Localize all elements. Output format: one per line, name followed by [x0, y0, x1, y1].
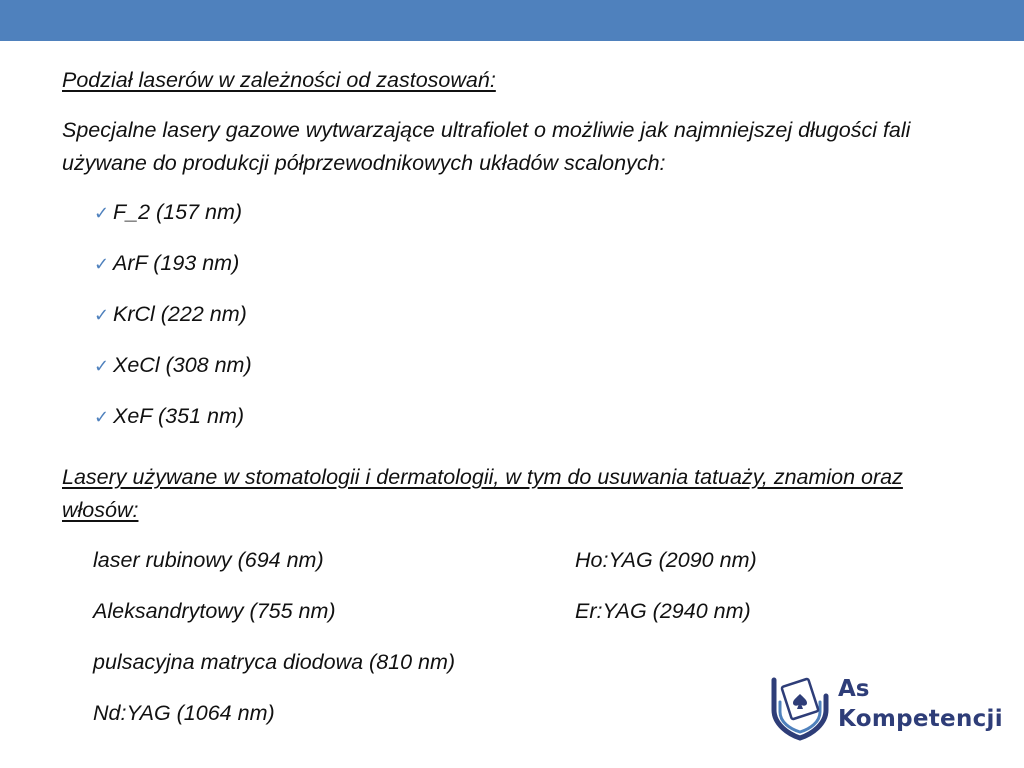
list-item	[94, 196, 962, 247]
uv-lasers-description: Specjalne lasery gazowe wytwarzające ultrafiolet o możliwie jak najmniejszej długości fali używane do produkcji półprzewodnikowych układów scalonych:	[62, 118, 911, 175]
list-item	[94, 400, 962, 451]
section-heading-uv-lasers: Podział laserów w zależności od zastosowań:	[62, 68, 496, 92]
section-heading-medical-lasers: Lasery używane w stomatologii i dermatologii, w tym do usuwania tatuaży, znamion oraz włosów:	[62, 465, 903, 522]
uv-laser-list	[62, 196, 962, 451]
logo-text-as: As	[838, 676, 870, 702]
list-item: Nd:YAG (1064 nm)	[93, 701, 275, 725]
list-item-label: F_2 (157 nm)	[113, 200, 243, 224]
header-bar	[0, 0, 1024, 41]
list-item: Er:YAG (2940 nm)	[575, 599, 751, 623]
checkmark-icon: ✓	[94, 254, 110, 274]
list-item	[94, 298, 962, 349]
list-item-label: KrCl (222 nm)	[113, 302, 247, 326]
list-item	[94, 349, 962, 400]
logo-emblem-icon	[768, 672, 834, 744]
slide-content	[62, 64, 962, 748]
list-item-label: XeF (351 nm)	[113, 404, 245, 428]
logo-text-kompetencji: Kompetencji	[838, 706, 1003, 732]
checkmark-icon: ✓	[94, 407, 110, 427]
list-row	[93, 544, 962, 595]
list-item: Aleksandrytowy (755 nm)	[93, 599, 336, 623]
list-item: pulsacyjna matryca diodowa (810 nm)	[93, 650, 456, 674]
list-item-label: XeCl (308 nm)	[113, 353, 252, 377]
checkmark-icon: ✓	[94, 203, 110, 223]
list-item-label: ArF (193 nm)	[113, 251, 240, 275]
checkmark-icon: ✓	[94, 305, 110, 325]
list-row	[93, 595, 962, 646]
list-item	[94, 247, 962, 298]
checkmark-icon: ✓	[94, 356, 110, 376]
list-item: laser rubinowy (694 nm)	[93, 548, 324, 572]
as-kompetencji-logo	[768, 672, 1003, 744]
list-item: Ho:YAG (2090 nm)	[575, 548, 757, 572]
